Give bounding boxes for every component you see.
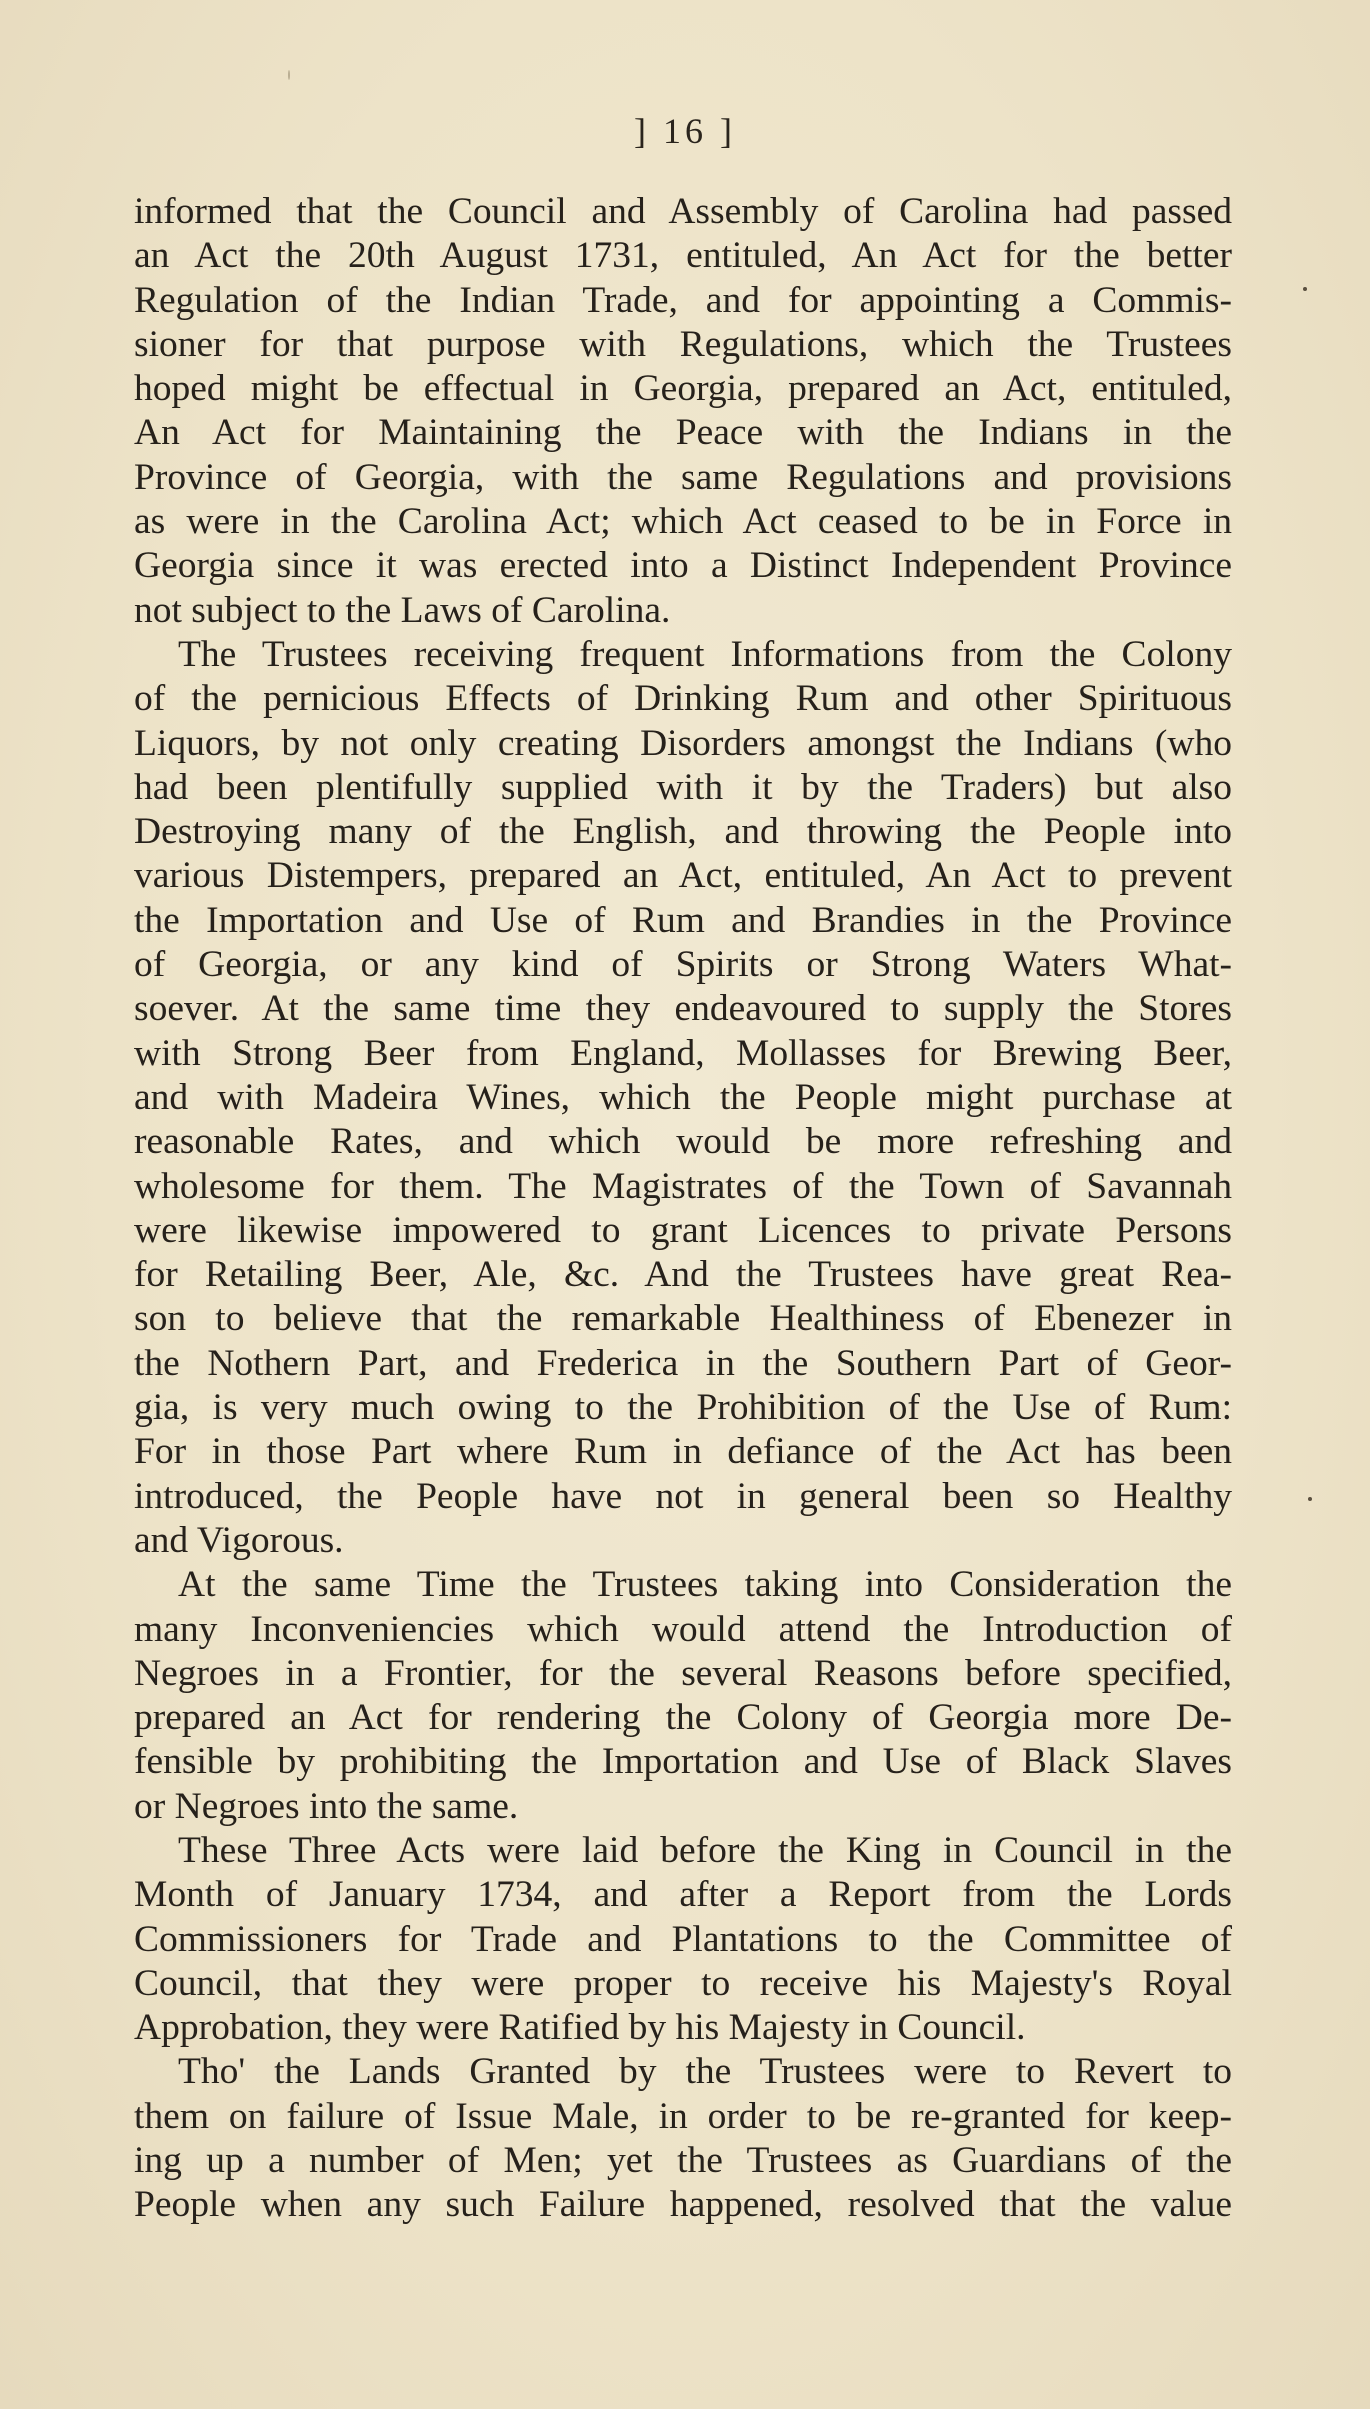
text-line: ing up a number of Men; yet the Trustees as Guardians of the (134, 2140, 1232, 2182)
text-line: Georgia since it was erected into a Distinct Independent Province (134, 545, 1232, 587)
text-line: gia, is very much owing to the Prohibition of the Use of Rum: (134, 1387, 1232, 1429)
body-text (134, 190, 1232, 2228)
text-line: The Trustees receiving frequent Informations from the Colony (178, 633, 1232, 675)
text-line: them on failure of Issue Male, in order to be re-granted for keep- (134, 2095, 1232, 2137)
paper-speck (1308, 1497, 1312, 1501)
text-line: of the pernicious Effects of Drinking Rum and other Spirituous (134, 678, 1232, 720)
text-line: or Negroes into the same. (134, 1785, 519, 1827)
text-line: the Importation and Use of Rum and Brandies in the Province (134, 899, 1232, 941)
text-line: many Inconveniencies which would attend the Introduction of (134, 1608, 1232, 1650)
text-line: an Act the 20th August 1731, entituled, An Act for the better (134, 235, 1232, 277)
text-line: wholesome for them. The Magistrates of the Town of Savannah (134, 1165, 1232, 1207)
text-line: of Georgia, or any kind of Spirits or Strong Waters What- (134, 944, 1232, 986)
text-line: Approbation, they were Ratified by his Majesty in Council. (134, 2007, 1026, 2049)
text-line: son to believe that the remarkable Healthiness of Ebenezer in (134, 1298, 1232, 1340)
text-line: reasonable Rates, and which would be more refreshing and (134, 1121, 1232, 1163)
text-line: Negroes in a Frontier, for the several Reasons before specified, (134, 1652, 1232, 1694)
paper-speck (288, 70, 290, 80)
text-line: Regulation of the Indian Trade, and for appointing a Commis- (134, 279, 1232, 321)
text-line: sioner for that purpose with Regulations, which the Trustees (134, 323, 1232, 365)
text-line: Tho' the Lands Granted by the Trustees were to Revert to (178, 2051, 1232, 2093)
text-line: for Retailing Beer, Ale, &c. And the Trustees have great Rea- (134, 1254, 1232, 1296)
text-line: prepared an Act for rendering the Colony of Georgia more De- (134, 1697, 1232, 1739)
text-line: the Nothern Part, and Frederica in the Southern Part of Geor- (134, 1342, 1232, 1384)
page-number: ] 16 ] (634, 111, 736, 151)
text-line: For in those Part where Rum in defiance of the Act has been (134, 1431, 1232, 1473)
text-line: fensible by prohibiting the Importation and Use of Black Slaves (134, 1741, 1232, 1783)
text-line: with Strong Beer from England, Mollasses for Brewing Beer, (134, 1032, 1232, 1074)
text-line: not subject to the Laws of Carolina. (134, 589, 671, 631)
text-line: Province of Georgia, with the same Regulations and provisions (134, 456, 1232, 498)
text-line: Destroying many of the English, and throwing the People into (134, 811, 1232, 853)
text-line: introduced, the People have not in general been so Healthy (134, 1475, 1232, 1517)
text-line: and Vigorous. (134, 1519, 344, 1561)
text-line: soever. At the same time they endeavoured to supply the Stores (134, 988, 1232, 1030)
text-line: At the same Time the Trustees taking into Consideration the (178, 1564, 1232, 1606)
text-line: Liquors, by not only creating Disorders amongst the Indians (who (134, 722, 1232, 764)
paper-speck (1303, 287, 1307, 291)
text-line: Commissioners for Trade and Plantations to the Committee of (134, 1918, 1232, 1960)
text-line: People when any such Failure happened, resolved that the value (134, 2184, 1232, 2226)
text-line: various Distempers, prepared an Act, entituled, An Act to prevent (134, 855, 1232, 897)
text-line: as were in the Carolina Act; which Act ceased to be in Force in (134, 501, 1232, 543)
text-line: were likewise impowered to grant Licences to private Persons (134, 1209, 1232, 1251)
text-line: and with Madeira Wines, which the People might purchase at (134, 1076, 1232, 1118)
text-line: An Act for Maintaining the Peace with the Indians in the (134, 412, 1232, 454)
text-line: Month of January 1734, and after a Report from the Lords (134, 1874, 1232, 1916)
text-line: informed that the Council and Assembly of Carolina had passed (134, 191, 1232, 232)
text-line: These Three Acts were laid before the King in Council in the (178, 1829, 1232, 1871)
text-line: had been plentifully supplied with it by the Traders) but also (134, 766, 1232, 808)
text-line: Council, that they were proper to receive his Majesty's Royal (134, 1962, 1232, 2004)
text-line: hoped might be effectual in Georgia, prepared an Act, entituled, (134, 368, 1232, 410)
